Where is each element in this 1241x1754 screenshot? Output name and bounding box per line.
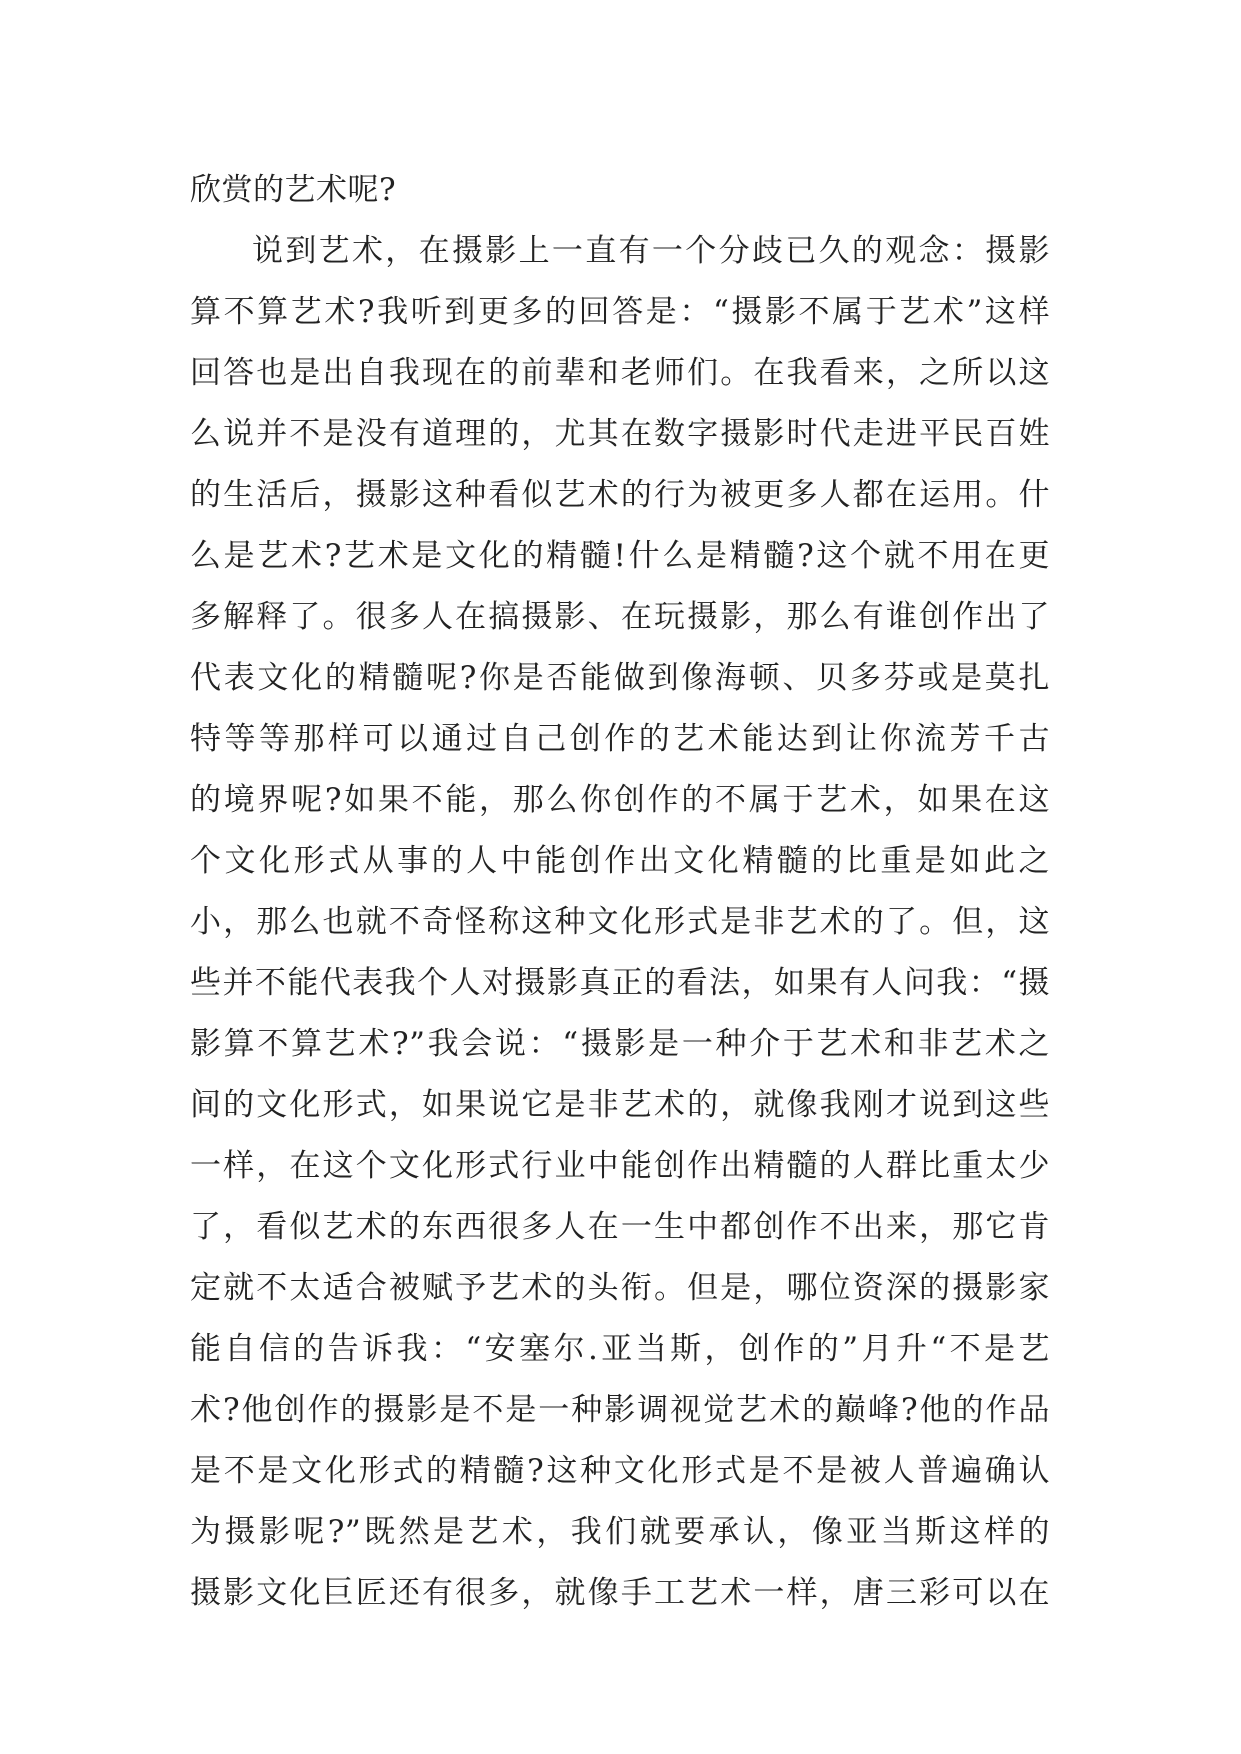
text-line: 小，那么也就不奇怪称这种文化形式是非艺术的了。但，这 (190, 904, 1050, 940)
text-line: 摄影文化巨匠还有很多，就像手工艺术一样，唐三彩可以在 (190, 1575, 1050, 1611)
text-line: 些并不能代表我个人对摄影真正的看法，如果有人问我：“摄 (190, 965, 1050, 1001)
text-line: 特等等那样可以通过自己创作的艺术能达到让你流芳千古 (190, 721, 1050, 757)
text-line: 的生活后，摄影这种看似艺术的行为被更多人都在运用。什 (190, 477, 1050, 513)
text-line: 么是艺术?艺术是文化的精髓!什么是精髓?这个就不用在更 (190, 538, 1050, 574)
text-line: 了，看似艺术的东西很多人在一生中都创作不出来，那它肯 (190, 1209, 1050, 1245)
text-line: 的境界呢?如果不能，那么你创作的不属于艺术，如果在这 (190, 782, 1050, 818)
text-line: 影算不算艺术?”我会说：“摄影是一种介于艺术和非艺术之 (190, 1026, 1050, 1062)
text-line: 欣赏的艺术呢? (190, 172, 397, 208)
text-line: 是不是文化形式的精髓?这种文化形式是不是被人普遍确认 (190, 1453, 1050, 1489)
text-line: 个文化形式从事的人中能创作出文化精髓的比重是如此之 (190, 843, 1050, 879)
text-line: 代表文化的精髓呢?你是否能做到像海顿、贝多芬或是莫扎 (190, 660, 1050, 696)
text-line: 间的文化形式，如果说它是非艺术的，就像我刚才说到这些 (190, 1087, 1050, 1123)
text-line: 为摄影呢?”既然是艺术，我们就要承认，像亚当斯这样的 (190, 1514, 1050, 1550)
text-line: 么说并不是没有道理的，尤其在数字摄影时代走进平民百姓 (190, 416, 1050, 452)
text-line: 多解释了。很多人在搞摄影、在玩摄影，那么有谁创作出了 (190, 599, 1050, 635)
text-line: 算不算艺术?我听到更多的回答是：“摄影不属于艺术”这样 (190, 294, 1050, 330)
body-text (190, 160, 1050, 1624)
text-line: 一样，在这个文化形式行业中能创作出精髓的人群比重太少 (190, 1148, 1050, 1184)
text-line: 回答也是出自我现在的前辈和老师们。在我看来，之所以这 (190, 355, 1050, 391)
text-line: 能自信的告诉我：“安塞尔.亚当斯，创作的”月升“不是艺 (190, 1331, 1050, 1367)
text-line: 术?他创作的摄影是不是一种影调视觉艺术的巅峰?他的作品 (190, 1392, 1050, 1428)
paragraph-first-line: 说到艺术，在摄影上一直有一个分歧已久的观念：摄影 (252, 233, 1050, 269)
text-line: 定就不太适合被赋予艺术的头衔。但是，哪位资深的摄影家 (190, 1270, 1050, 1306)
